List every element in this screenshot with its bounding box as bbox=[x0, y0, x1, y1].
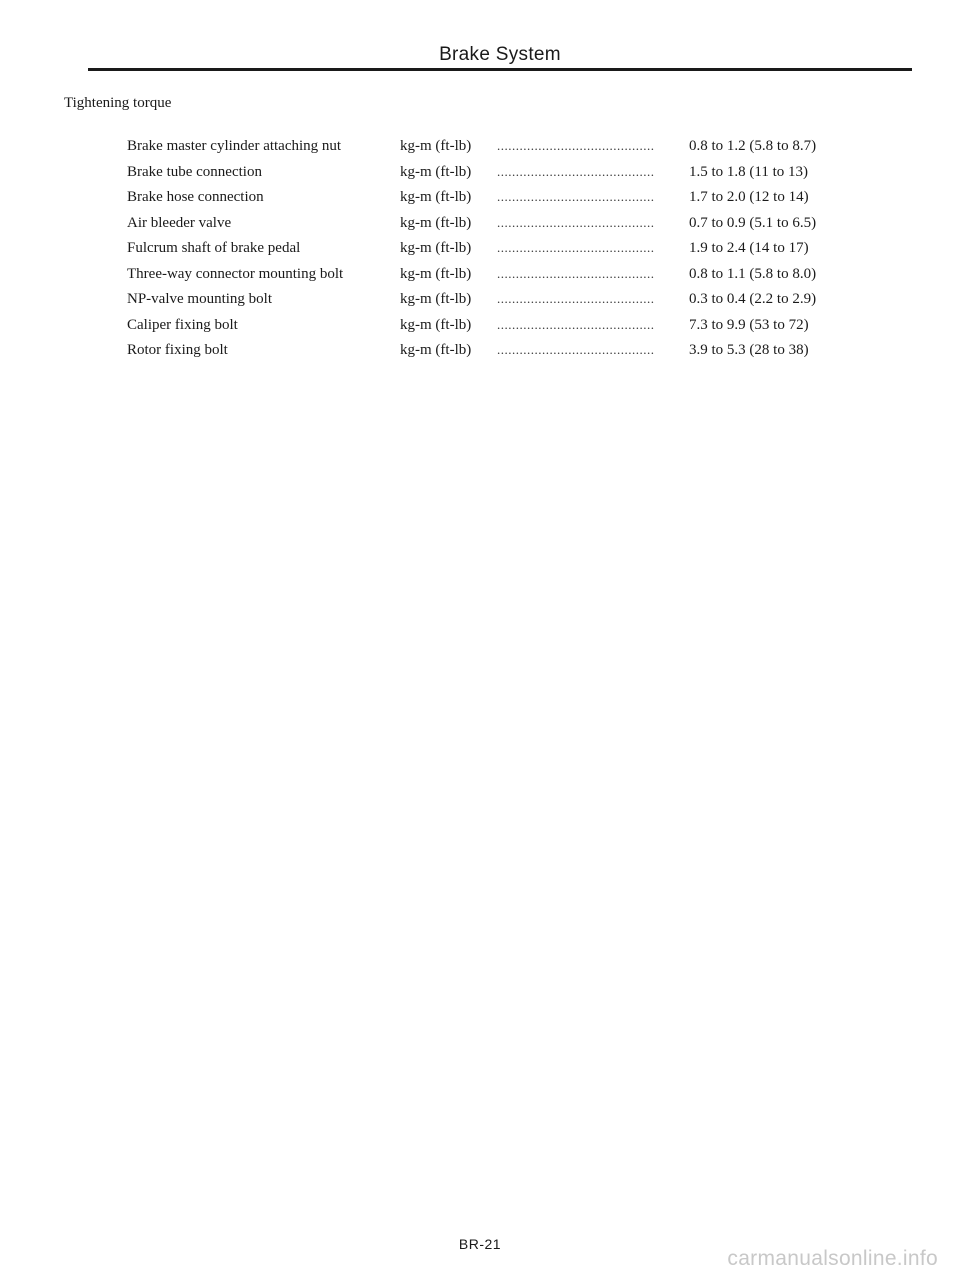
spec-unit: kg-m (ft-lb) bbox=[400, 342, 472, 358]
spec-item: Brake master cylinder attaching nut bbox=[127, 138, 342, 154]
watermark: carmanualsonline.info bbox=[727, 1247, 938, 1270]
spec-row bbox=[127, 238, 887, 264]
spec-item: Brake tube connection bbox=[127, 163, 262, 180]
page-header bbox=[88, 40, 912, 70]
spec-item: Three-way connector mounting bolt bbox=[127, 265, 344, 282]
spec-value: 0.7 to 0.9 (5.1 to 6.5) bbox=[689, 214, 817, 231]
dot-leader: .......................................... bbox=[497, 316, 655, 332]
spec-unit: kg-m (ft-lb) bbox=[400, 214, 472, 231]
spec-row bbox=[127, 162, 887, 188]
spec-unit: kg-m (ft-lb) bbox=[400, 163, 472, 180]
dot-leader: .......................................... bbox=[497, 214, 655, 230]
spec-row bbox=[127, 264, 887, 290]
spec-item: Brake hose connection bbox=[127, 189, 264, 205]
spec-value: 3.9 to 5.3 (28 to 38) bbox=[689, 342, 809, 358]
dot-leader: .......................................... bbox=[497, 342, 655, 357]
spec-row bbox=[127, 315, 887, 341]
dot-leader: .......................................... bbox=[497, 265, 655, 281]
dot-leader: .......................................... bbox=[497, 291, 655, 306]
spec-item: NP-valve mounting bolt bbox=[127, 291, 272, 307]
spec-unit: kg-m (ft-lb) bbox=[400, 265, 472, 282]
spec-row bbox=[127, 340, 887, 366]
spec-item: Caliper fixing bolt bbox=[127, 316, 238, 333]
spec-value: 1.7 to 2.0 (12 to 14) bbox=[689, 189, 809, 205]
page-title: Brake System bbox=[439, 44, 561, 65]
spec-row bbox=[127, 213, 887, 239]
dot-leader: .......................................... bbox=[497, 240, 655, 255]
spec-unit: kg-m (ft-lb) bbox=[400, 189, 472, 205]
spec-row bbox=[127, 136, 887, 162]
spec-unit: kg-m (ft-lb) bbox=[400, 240, 472, 256]
spec-value: 1.5 to 1.8 (11 to 13) bbox=[689, 163, 809, 180]
page-number: BR-21 bbox=[458, 1236, 502, 1252]
spec-item: Rotor fixing bolt bbox=[127, 342, 228, 358]
spec-row bbox=[127, 187, 887, 213]
spec-unit: kg-m (ft-lb) bbox=[400, 291, 472, 307]
spec-row bbox=[127, 289, 887, 315]
spec-value: 0.8 to 1.1 (5.8 to 8.0) bbox=[689, 265, 817, 282]
spec-unit: kg-m (ft-lb) bbox=[400, 138, 472, 154]
spec-value: 7.3 to 9.9 (53 to 72) bbox=[689, 316, 809, 333]
spec-value: 0.3 to 0.4 (2.2 to 2.9) bbox=[689, 291, 817, 307]
header-rule bbox=[88, 68, 912, 71]
spec-unit: kg-m (ft-lb) bbox=[400, 316, 472, 333]
spec-value: 0.8 to 1.2 (5.8 to 8.7) bbox=[689, 138, 817, 154]
spec-item: Fulcrum shaft of brake pedal bbox=[127, 240, 301, 256]
dot-leader: .......................................... bbox=[497, 189, 655, 204]
section-heading: Tightening torque bbox=[64, 95, 172, 111]
spec-value: 1.9 to 2.4 (14 to 17) bbox=[689, 240, 809, 256]
dot-leader: .......................................... bbox=[497, 163, 655, 179]
spec-item: Air bleeder valve bbox=[127, 214, 232, 231]
torque-spec-table bbox=[127, 136, 887, 366]
dot-leader: .......................................... bbox=[497, 138, 655, 153]
